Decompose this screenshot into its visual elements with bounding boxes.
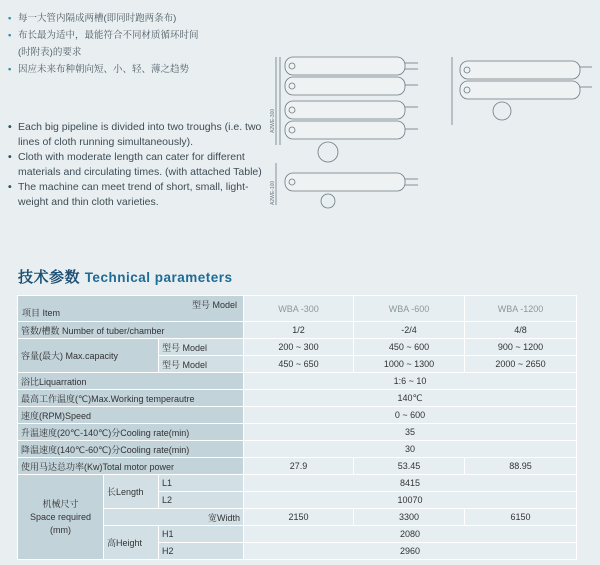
list-item: (时附表)的要求 — [18, 47, 82, 58]
english-feature-list — [8, 120, 270, 210]
table-row: H2 2960 — [18, 543, 577, 560]
list-item: • Cloth with moderate length can cater for different materials and circulating times. (with attached Table) — [8, 151, 262, 178]
machine-drawing-small — [276, 163, 418, 208]
table-row: 高Height H1 2080 — [18, 526, 577, 543]
model-header: WBA -300 — [244, 296, 354, 322]
table-row: 宽Width 2150 3300 6150 — [18, 509, 577, 526]
machine-drawing-large — [276, 57, 418, 162]
machine-drawings — [270, 55, 595, 215]
chinese-feature-list — [8, 10, 268, 78]
table-row: L2 10070 — [18, 492, 577, 509]
list-item: • The machine can meet trend of short, small, light-weight and thin cloth varieties. — [8, 181, 249, 208]
model-header: WBA -1200 — [465, 296, 577, 322]
bullet-icon: • — [8, 121, 12, 133]
bullet-icon: • — [8, 64, 12, 75]
space-required-label: 机械尺寸 Space required (mm) — [18, 475, 104, 560]
table-row: 容量(最大) Max.capacity 型号 Model 200 ~ 300 450 ~ 600 900 ~ 1200 — [18, 339, 577, 356]
table-corner-header: 型号 Model 项目 Item — [18, 296, 244, 322]
table-row: 降温速度(140℃-60℃)分Cooling rate(min) 30 — [18, 441, 577, 458]
technical-parameters-table — [17, 295, 577, 560]
model-header: WBA -600 — [354, 296, 465, 322]
bullet-icon: • — [8, 151, 12, 163]
list-item: • Each big pipeline is divided into two troughs (i.e. two lines of cloth running simultaneously). — [8, 121, 262, 148]
machine-drawing-medium — [452, 57, 592, 125]
list-item: • 布长最为适中，最能符合不同材质循环时间 — [8, 27, 268, 44]
section-title: 技术参数 Technical parameters — [18, 269, 233, 286]
table-row: 型号 Model 450 ~ 650 1000 ~ 1300 2000 ~ 2650 — [18, 356, 577, 373]
table-row: 最高工作温度(℃)Max.Working temperautre 140℃ — [18, 390, 577, 407]
table-row: 管数/槽数 Number of tuber/chamber 1/2 -2/4 4/8 — [18, 322, 577, 339]
bullet-icon: • — [8, 13, 12, 24]
table-row: 机械尺寸 Space required (mm) 长Length L1 8415 — [18, 475, 577, 492]
table-row: 升温速度(20℃-140℃)分Cooling rate(min) 35 — [18, 424, 577, 441]
table-row: 浴比Liquarration 1:6 ~ 10 — [18, 373, 577, 390]
drawing-label-bottom: A2WE-100 — [270, 180, 276, 205]
list-item: • 因应未来布种朝向短、小、轻、薄之趋势 — [8, 61, 268, 78]
list-item: • 每一大管内隔成两槽(即同时跑两条布) — [8, 10, 268, 27]
bullet-icon: • — [8, 181, 12, 193]
table-row — [18, 296, 577, 322]
bullet-icon: • — [8, 30, 12, 41]
table-row: 使用马达总功率(Kw)Total motor power 27.9 53.45 88.95 — [18, 458, 577, 475]
table-row: 速度(RPM)Speed 0 ~ 600 — [18, 407, 577, 424]
drawing-label-top: A2WE-300 — [270, 108, 276, 133]
